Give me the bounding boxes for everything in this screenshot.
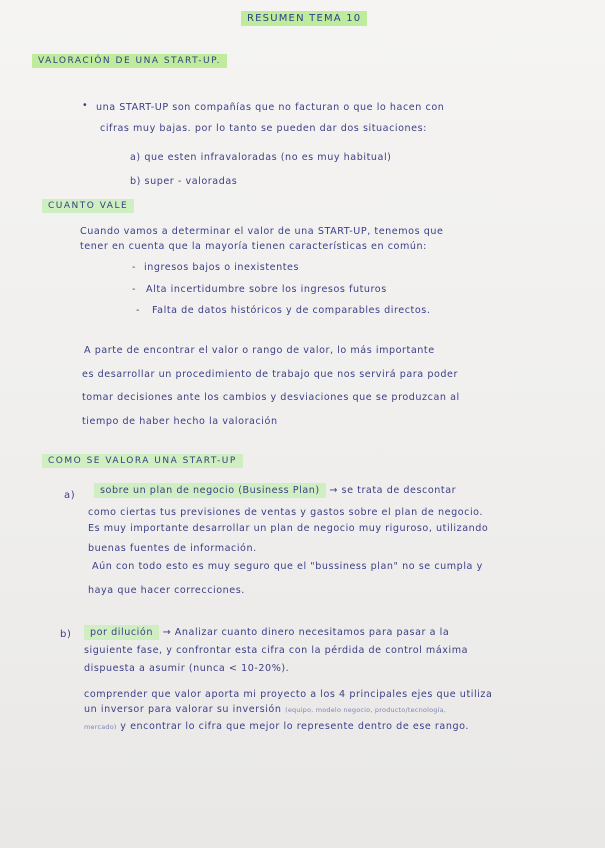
paragraph2-line-1: A parte de encontrar el valor o rango de valor, lo más importante [84, 345, 435, 356]
paragraph1-line-1: Cuando vamos a determinar el valor de una START-UP, tenemos que [80, 226, 444, 237]
item-b: b) super - valoradas [130, 176, 238, 187]
method-a-line-6: haya que hacer correcciones. [88, 585, 245, 596]
method-a-line-3: Es muy importante desarrollar un plan de negocio muy riguroso, utilizando [88, 523, 489, 534]
page-title: RESUMEN TEMA 10 [241, 14, 367, 24]
method-b-line-3: dispuesta a asumir (nunca < 10-20%). [84, 663, 290, 674]
method-b-line-1 [84, 628, 449, 638]
list-item-2: Alta incertidumbre sobre los ingresos futuros [146, 284, 387, 295]
method-a-line-1 [94, 486, 456, 496]
arrow-a: → [329, 485, 338, 496]
intro-line-1: una START-UP son compañías que no facturan o que lo hacen con [96, 102, 445, 113]
method-b-line-2: siguiente fase, y confrontar esta cifra con la pérdida de control máxima [84, 645, 469, 656]
method-b-line-5-main: un inversor para valorar su inversión [84, 704, 282, 715]
method-a-line-4: buenas fuentes de información. [88, 543, 257, 554]
method-b-line-5 [84, 705, 446, 715]
paragraph2-line-2: es desarrollar un procedimiento de trabajo que nos servirá para poder [82, 369, 458, 380]
method-b-rest: Analizar cuanto dinero necesitamos para pasar a la [174, 627, 450, 638]
method-a-line-2: como ciertas tus previsiones de ventas y gastos sobre el plan de negocio. [88, 507, 484, 518]
section-heading-como-se-valora: COMO SE VALORA UNA START-UP [42, 457, 243, 466]
section-heading-valoracion: VALORACIÓN DE UNA START-UP. [32, 57, 227, 66]
paragraph1-line-2: tener en cuenta que la mayoría tienen características en común: [80, 241, 427, 252]
arrow-b: → [162, 627, 172, 638]
paragraph2-line-3: tomar decisiones ante los cambios y desviaciones que se produzcan al [82, 392, 460, 403]
list-dash-2: - [132, 284, 137, 295]
method-b-line-4: comprender que valor aporta mi proyecto a los 4 principales ejes que utiliza [84, 689, 493, 700]
list-dash-1: - [132, 262, 137, 273]
paragraph2-line-4: tiempo de haber hecho la valoración [82, 416, 278, 427]
list-dash-3: - [136, 305, 141, 316]
method-b-line-6-aside: mercado) [84, 723, 117, 731]
method-b-line-5-aside: (equipo, modelo negocio, producto/tecnología, [285, 706, 447, 714]
intro-line-2: cifras muy bajas. por lo tanto se pueden dar dos situaciones: [100, 123, 427, 134]
section-heading-cuanto-vale: CUANTO VALE [42, 202, 134, 211]
method-b-line-6 [84, 722, 469, 732]
bullet-marker: • [82, 100, 89, 111]
method-a-title: sobre un plan de negocio (Business Plan) [94, 483, 326, 498]
method-b-title: por dilución [84, 625, 159, 640]
method-a-line-5: Aún con todo esto es muy seguro que el "bussiness plan" no se cumpla y [92, 561, 483, 572]
marker-a: a) [64, 490, 76, 501]
method-b-line-6-main: y encontrar lo cifra que mejor lo represente dentro de ese rango. [120, 721, 469, 732]
list-item-1: ingresos bajos o inexistentes [144, 262, 300, 273]
item-a: a) que esten infravaloradas (no es muy habitual) [130, 152, 392, 163]
list-item-3: Falta de datos históricos y de comparables directos. [152, 305, 431, 316]
method-a-rest: se trata de descontar [341, 485, 457, 496]
marker-b: b) [60, 629, 72, 640]
